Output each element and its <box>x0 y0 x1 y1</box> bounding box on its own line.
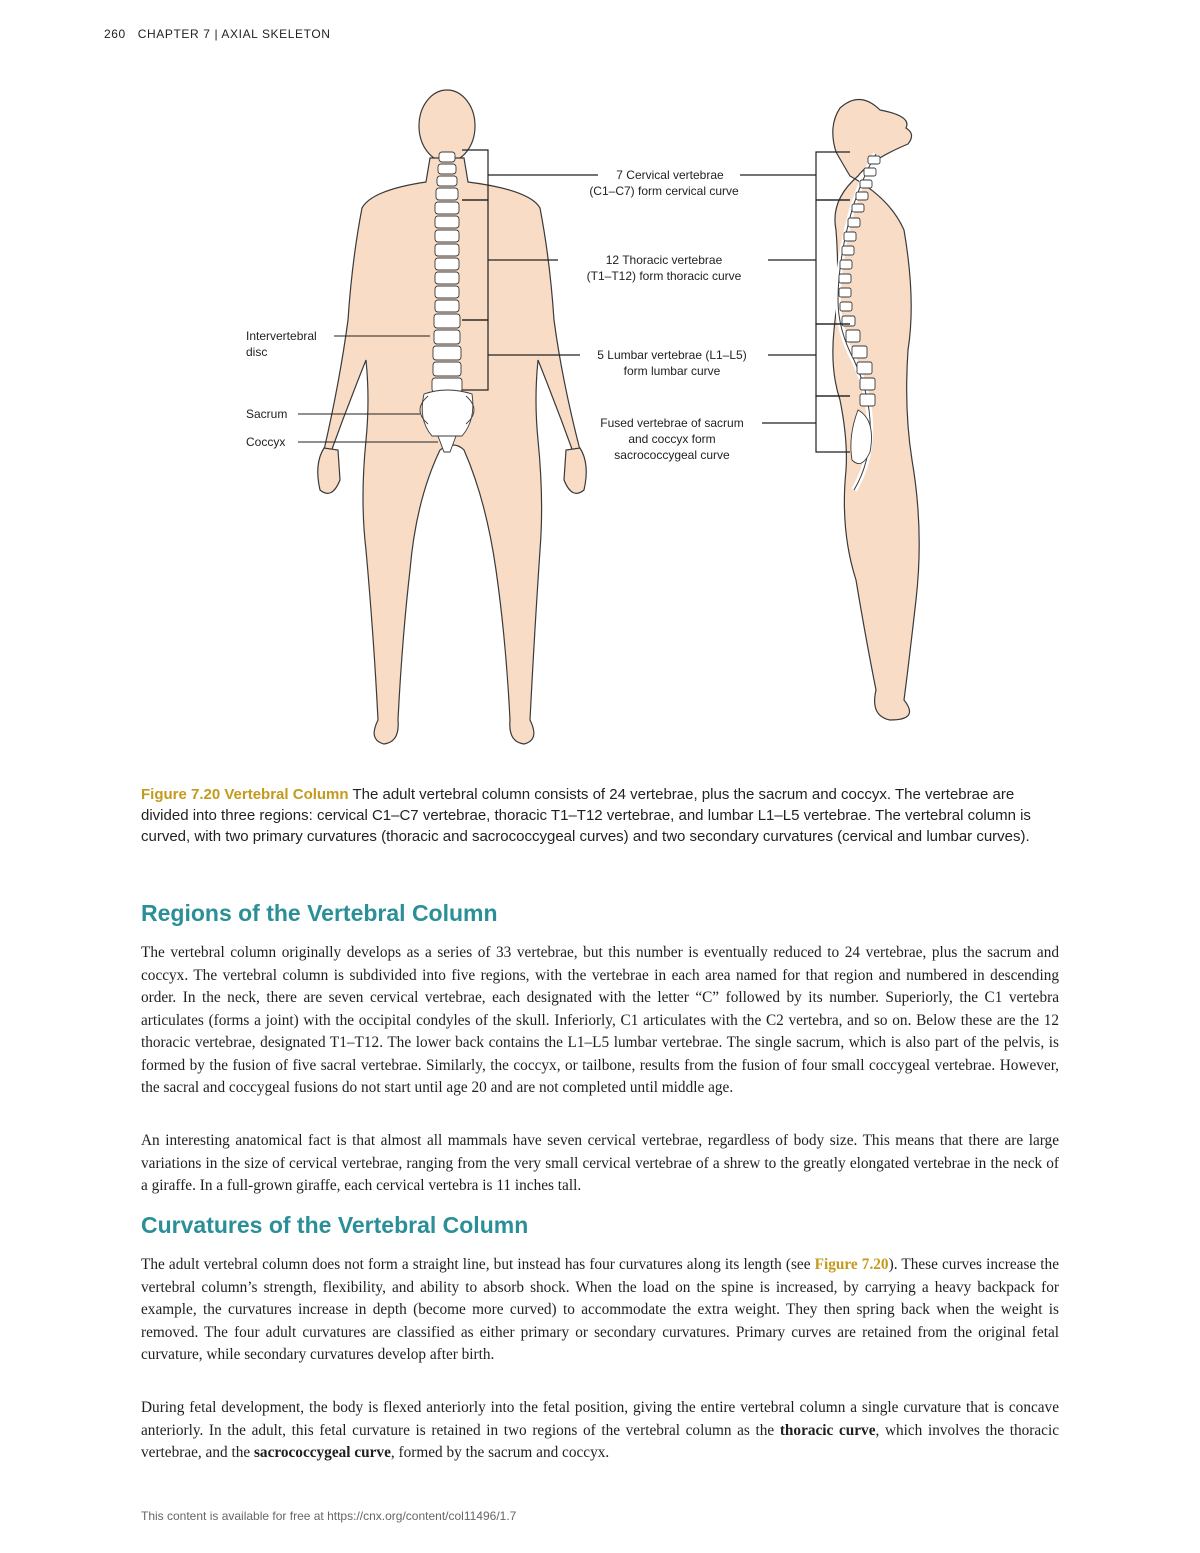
paragraph-curvatures-2-b: , which involves the thoracic vertebrae, and the <box>141 1421 1059 1461</box>
figure-reference-link[interactable]: Figure 7.20 <box>814 1256 889 1273</box>
paragraph-regions-2: An interesting anatomical fact is that almost all mammals have seven cervical vertebrae, regardless of body size. This means that there are large variations in the size of cervical vertebrae, ranging from the very small cervical vertebrae of a shrew to the greatly elongated vertebrae in the neck of a giraffe. In a full-grown giraffe, each cervical vertebra is 11 inches tall. <box>141 1132 1059 1194</box>
label-lumbar-1: 5 Lumbar vertebrae (L1–L5) <box>597 348 747 362</box>
head-posterior <box>419 90 475 162</box>
term-thoracic-curve: thoracic curve <box>779 1421 876 1439</box>
term-sacrococcygeal-curve: sacrococcygeal curve <box>253 1444 391 1461</box>
left-hand <box>318 448 340 493</box>
paragraph-curvatures-2-a: During fetal development, the body is flexed anteriorly into the fetal position, giving the entire vertebral column a single curvature that is concave anteriorly. In the adult, this fetal curvature is retained in two regions of the vertebral column as the <box>141 1399 1059 1439</box>
label-intervertebral-disc-2: disc <box>246 345 268 359</box>
page-number: 260 <box>104 27 126 41</box>
figure-caption-label: Figure 7.20 Vertebral Column <box>141 786 349 803</box>
page-footer: This content is available for free at https://cnx.org/content/col11496/1.7 <box>141 1509 517 1523</box>
paragraph-curvatures-1-a: The adult vertebral column does not form a straight line, but instead has four curvatures along its length (see <box>141 1256 815 1273</box>
vertebral-column-figure <box>240 80 980 770</box>
label-lumbar-2: form lumbar curve <box>623 364 721 378</box>
figure-caption <box>141 784 1059 847</box>
figure-caption-text: The adult vertebral column consists of 24 vertebrae, plus the sacrum and coccyx. The vertebrae are divided into three regions: cervical C1–C7 vertebrae, thoracic T1–T12 vertebrae, and lumbar L1–L5 vertebrae. The vertebral column is curved, with two primary curvatures (thoracic and sacrococcygeal curves) and two secondary curvatures (cervical and lumbar curves). <box>141 786 1031 845</box>
label-sacrococcygeal-1: Fused vertebrae of sacrum <box>600 416 744 430</box>
label-sacrococcygeal-3: sacrococcygeal curve <box>614 448 730 462</box>
label-sacrum: Sacrum <box>246 407 288 421</box>
figure-svg <box>240 80 980 770</box>
paragraph-curvatures-2 <box>141 1397 1059 1465</box>
lateral-brackets <box>740 152 850 452</box>
paragraph-curvatures-1 <box>141 1254 1059 1367</box>
chapter-title: CHAPTER 7 | AXIAL SKELETON <box>137 27 331 41</box>
running-header <box>104 27 331 41</box>
label-cervical-1: 7 Cervical vertebrae <box>616 168 724 182</box>
right-hand <box>564 448 586 493</box>
paragraph-regions-1: The vertebral column originally develops as a series of 33 vertebrae, but this number is eventually reduced to 24 vertebrae, plus the sacrum and coccyx. The vertebral column is subdivided into five regions, with the vertebrae in each area named for that region and numbered in descending order. In the neck, there are seven cervical vertebrae, each designated with the letter “C” followed by its number. Superiorly, the C1 vertebra articulates (forms a joint) with the occipital condyles of the skull. Inferiorly, C1 articulates with the C2 vertebra, and so on. Below these are the 12 thoracic vertebrae, designated T1–T12. The lower back contains the L1–L5 lumbar vertebrae. The single sacrum, which is also part of the pelvis, is formed by the fusion of five sacral vertebrae. Similarly, the coccyx, or tailbone, results from the fusion of four small coccygeal vertebrae. However, the sacral and coccygeal fusions do not start until age 20 and are not completed until middle age. <box>141 944 1059 1096</box>
label-coccyx: Coccyx <box>246 435 286 449</box>
paragraph-curvatures-2-c: , formed by the sacrum and coccyx. <box>390 1444 610 1461</box>
label-sacrococcygeal-2: and coccyx form <box>628 432 716 446</box>
lateral-body <box>833 99 919 720</box>
sacrum-posterior <box>422 390 473 436</box>
label-cervical-2: (C1–C7) form cervical curve <box>589 184 739 198</box>
paragraph-curvatures-1-b: ). These curves increase the vertebral column’s strength, flexibility, and ability to absorb shock. When the load on the spine is increased, by carrying a heavy backpack for example, the curvatures increase in depth (become more curved) to accommodate the extra weight. They then spring back when the weight is removed. The four adult curvatures are classified as either primary or secondary curvatures. Primary curves are retained from the original fetal curvature, while secondary curvatures develop after birth. <box>141 1256 1060 1363</box>
label-thoracic-2: (T1–T12) form thoracic curve <box>586 269 742 283</box>
label-thoracic-1: 12 Thoracic vertebrae <box>605 253 723 267</box>
lateral-body-outline <box>833 99 919 720</box>
label-intervertebral-disc-1: Intervertebral <box>246 329 317 343</box>
section-heading-regions: Regions of the Vertebral Column <box>141 900 498 926</box>
section-heading-curvatures: Curvatures of the Vertebral Column <box>141 1212 529 1238</box>
